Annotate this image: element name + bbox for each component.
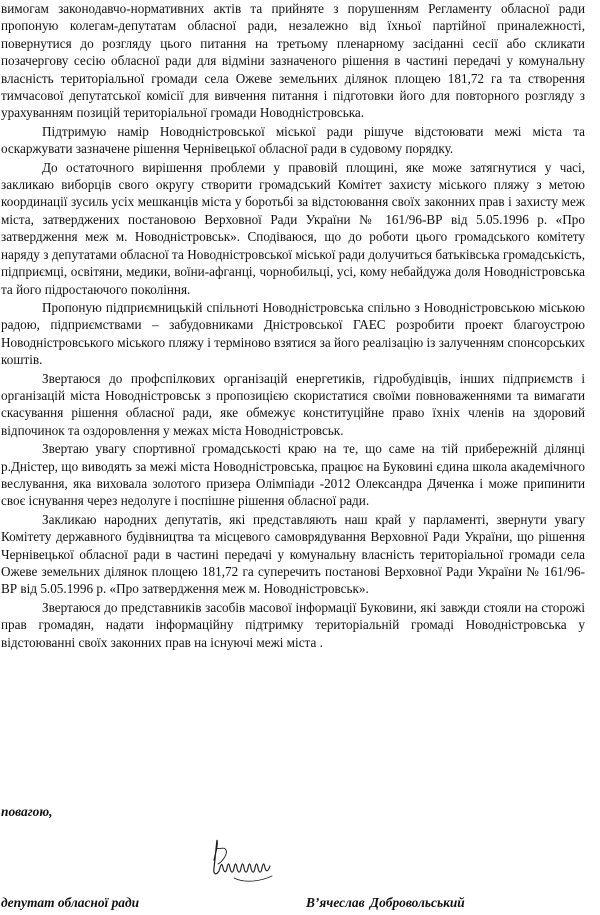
paragraph-mass-media: Звертаюся до представників засобів масової інформації Буковини, які завжди стояли на сторожі прав громадян, надати інформаційну підтримку територіальній громаді Новодністровська у відстоюванні своїх законних прав на існуючі межі міста . (1, 599, 585, 650)
paragraph-beach-committee: До остаточного вирішення проблеми у правовій площині, яке може затягнутися у часі, закликаю виборців свого округу створити громадський Комітет захисту міського пляжу з метою координації зусиль усіх мешканців міста у боротьбі за відстоювання своїх законних прав і захисту меж міста, затверджених постановою Верховної Ради України № 161/96-ВР від 5.05.1996 р. «Про затвердження меж м. Новодністровськ». Сподіваюся, що до роботи цього громадського комітету наряду з депутатами обласної та Новодністровської міської ради долучиться батьківська громадськість, підприємці, освітяни, медики, воїни-афганці, чорнобильці, усі, кому небайдужа доля Новодністровська та його підростаючого покоління. (1, 159, 585, 297)
handwritten-signature (204, 838, 288, 888)
signatory-name: В’ячеслав Добровольський (306, 895, 465, 910)
paragraph-peoples-deputies: Закликаю народних депутатів, які представляють наш край у парламенті, звернути увагу Комітету державного будівництва та місцевого самоврядування Верховної Ради України, що рішення Чернівецької обласної ради в частині передачі у комунальну власність територіальної громади села Ожеве земельних ділянок площею 181,72 га суперечить постанові Верховної Ради України № 161/96-ВР від 5.05.1996 р. «Про затвердження меж м. Новодністровськ». (1, 511, 585, 597)
paragraph-beach-improvement: Пропоную підприємницькій спільноті Новодністровська спільно з Новодністровською міською радою, підприємствами – забудовниками Дністровської ГАЕС розробити проект благоустрою Новодністровського міського пляжу і терміново взятися за його реалізацію із залученням спонсорських коштів. (1, 299, 585, 368)
paragraph-rowing-school: Звертаю увагу спортивної громадськості краю на те, що саме на тій прибережній ділянці р.Дністер, що виводять за межі міста Новодністровська, працює на Буковині єдина школа академічного веслування, яка виховала золотого призера Олімпіади -2012 Олександра Дяченка і може припинити своє існування через недолуге і поспішне рішення обласної ради. (1, 441, 585, 509)
signatory-title: депутат обласної ради (1, 895, 140, 910)
paragraph-trade-unions: Звертаюся до профспілкових організацій енергетиків, гідробудівців, інших підприємств і організацій міста Новодністровськ з пропозицією скористатися своїми повноваженнями та вимагати скасування рішення обласної ради, яке обмежує конституційне право їхніх членів на здоровий відпочинок та оздоровлення у межах міста Новодністровськ. (1, 370, 585, 438)
closing-greeting: повагою, (1, 804, 53, 819)
paragraph-support-city-council: Підтримую намір Новодністровської міської ради рішуче відстоювати межі міста та оскаржувати зазначене рішення Чернівецької обласної ради в судовому порядку. (1, 123, 585, 157)
letter-body (1, 0, 585, 652)
paragraph-regulation-violation: вимогам законодавчо-нормативних актів та прийняте з порушенням Регламенту обласної ради пропоную колегам-депутатам обласної ради, незалежно від їхньої партійної приналежності, повернутися до розгляду цього питання на третьому пленарному засіданні сесії або скликати позачергову сесію обласної ради для відміни зазначеного рішення в частині передачі у комунальну власність територіальної громади села Ожеве земельних ділянок площею 181,72 га та створення тимчасової депутатської комісії для вивчення питання і підготовки його для повторного розгляду з урахуванням позицій територіальної громади Новодністровська. (1, 1, 585, 121)
